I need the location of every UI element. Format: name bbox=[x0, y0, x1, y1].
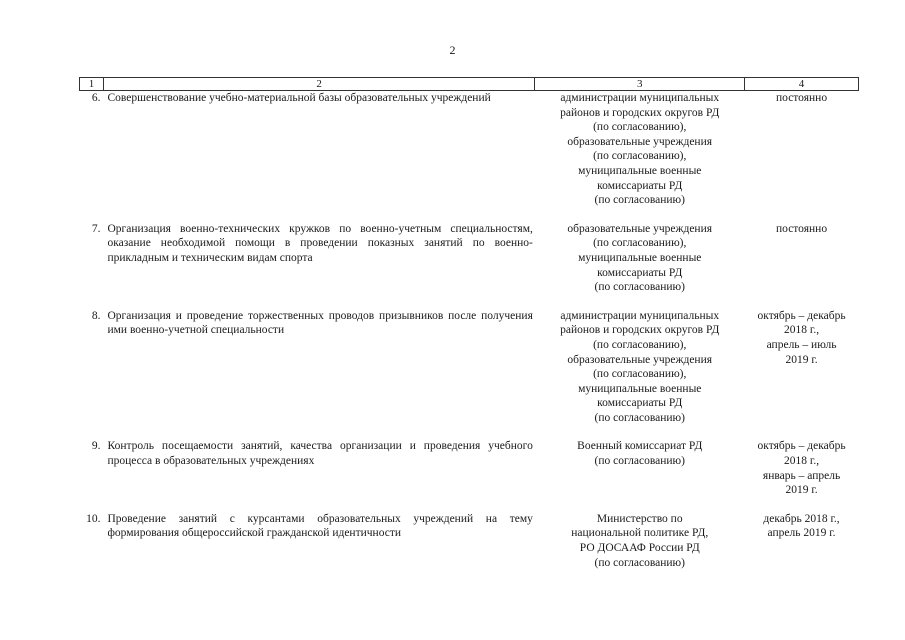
responsible-parties: администрации муниципальных районов и городских округов РД (по согласованию), образовательные учреждения (по согласованию), муниципальные военные комиссариаты РД (по согласованию) bbox=[560, 92, 720, 207]
column-header: 1 bbox=[80, 78, 104, 91]
activity-description: Совершенствование учебно-материальной базы образовательных учреждений bbox=[107, 92, 491, 104]
deadline: октябрь – декабрь 2018 г., апрель – июль 2019 г. bbox=[757, 309, 846, 366]
table-header-row bbox=[80, 78, 859, 91]
plan-table bbox=[79, 77, 859, 584]
table-row bbox=[80, 439, 859, 511]
row-number: 8. bbox=[91, 309, 101, 322]
deadline: постоянно bbox=[776, 222, 828, 235]
deadline: октябрь – декабрь 2018 г., январь – апрель 2019 г. bbox=[757, 440, 846, 497]
row-number: 9. bbox=[91, 440, 101, 453]
table-row bbox=[80, 91, 859, 222]
activity-description: Контроль посещаемости занятий, качества организации и проведения учебного процесса в образовательных учреждениях bbox=[107, 440, 533, 468]
deadline: постоянно bbox=[776, 92, 828, 104]
activity-description: Организация военно-технических кружков по военно-учетным специальностям, оказание необходимой помощи в проведении показных занятий по военно-прикладным и техническим видам спорта bbox=[107, 222, 533, 264]
table-row bbox=[80, 512, 859, 584]
deadline: декабрь 2018 г., апрель 2019 г. bbox=[763, 512, 840, 540]
responsible-parties: Военный комиссариат РД (по согласованию) bbox=[577, 440, 703, 468]
responsible-parties: Министерство по национальной политике РД, РО ДОСААФ России РД (по согласованию) bbox=[571, 512, 709, 569]
row-number: 7. bbox=[91, 222, 101, 235]
row-number: 10. bbox=[86, 512, 101, 525]
page-number: 2 bbox=[449, 43, 456, 57]
activity-description: Организация и проведение торжественных проводов призывников после получения ими военно-учетной специальности bbox=[107, 309, 533, 337]
column-header: 2 bbox=[103, 78, 534, 91]
table-row bbox=[80, 222, 859, 309]
column-header: 4 bbox=[745, 78, 859, 91]
column-header: 3 bbox=[535, 78, 745, 91]
responsible-parties: администрации муниципальных районов и городских округов РД (по согласованию), образовательные учреждения (по согласованию), муниципальные военные комиссариаты РД (по согласованию) bbox=[560, 309, 720, 424]
activity-description: Проведение занятий с курсантами образовательных учреждений на тему формирования общероссийской гражданской идентичности bbox=[107, 512, 533, 540]
responsible-parties: образовательные учреждения (по согласованию), муниципальные военные комиссариаты РД (по согласованию) bbox=[567, 222, 713, 294]
table-row bbox=[80, 309, 859, 440]
row-number: 6. bbox=[91, 92, 101, 104]
